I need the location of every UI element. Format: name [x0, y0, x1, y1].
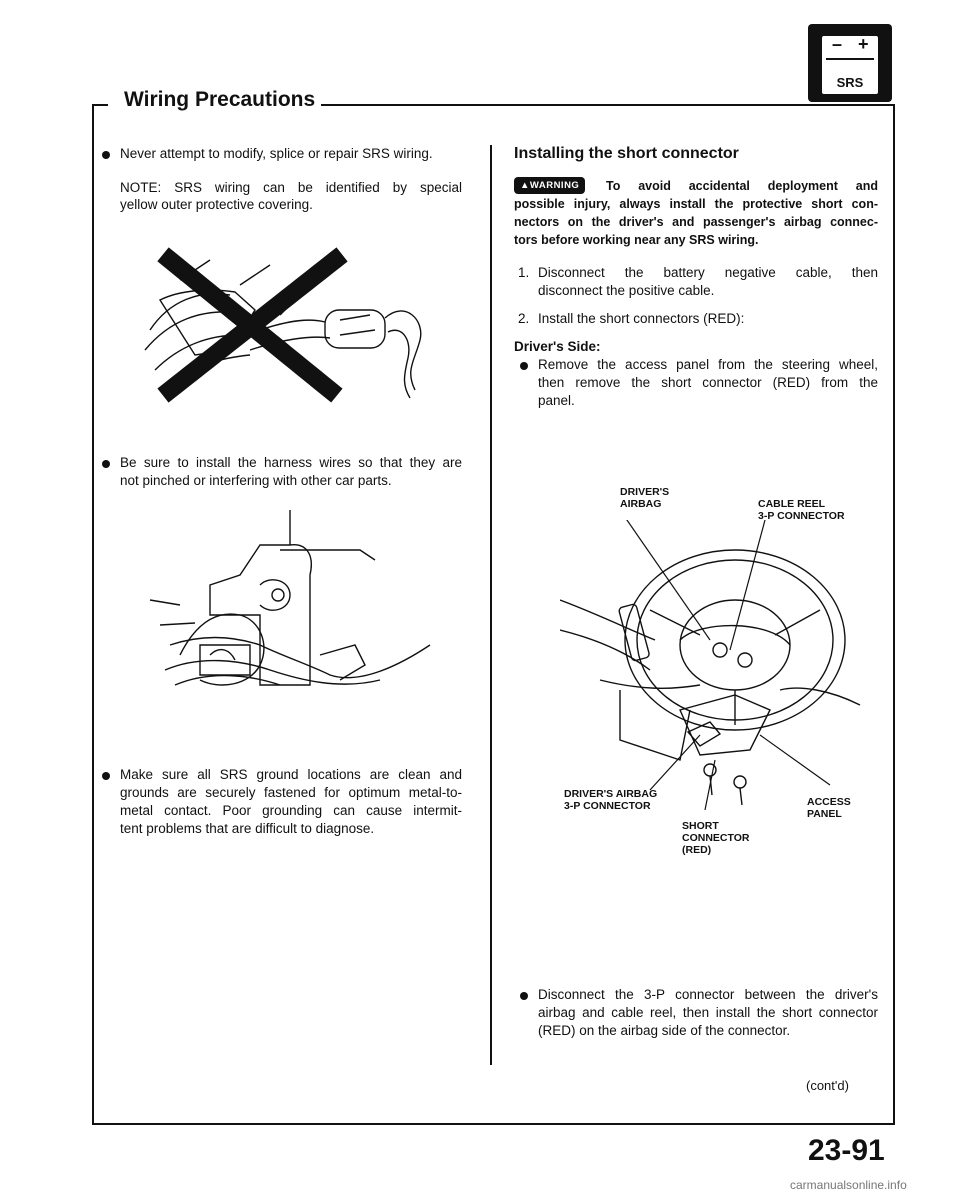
step-2-text: Install the short connectors (RED): — [538, 311, 745, 326]
note-line-2: yellow outer protective covering. — [120, 197, 313, 212]
label-cable-reel-1: CABLE REEL — [758, 498, 826, 510]
bullet-1 — [102, 151, 110, 159]
warning-line-3: nectors on the driver's and passenger's airbag connec- — [514, 215, 878, 229]
label-airbag-connector-2: 3-P CONNECTOR — [564, 800, 651, 812]
warning-line-2: possible injury, always install the protective short con- — [514, 197, 878, 211]
label-drivers-airbag-2: AIRBAG — [620, 498, 662, 510]
label-drivers-airbag-1: DRIVER'S — [620, 486, 670, 498]
bullet-text-1: Never attempt to modify, splice or repair SRS wiring. — [120, 146, 433, 161]
step-1-line-1: Disconnect the battery negative cable, then — [538, 265, 878, 280]
label-cable-reel-2: 3-P CONNECTOR — [758, 510, 845, 522]
label-access-panel-2: PANEL — [807, 808, 842, 820]
wiring-modify-prohibited-figure — [140, 240, 440, 415]
page-number: 23-91 — [808, 1134, 885, 1167]
bullet-text-3-line-1: Make sure all SRS ground locations are clean and — [120, 767, 462, 782]
step-2-number: 2. — [518, 311, 530, 326]
note-line-1: NOTE: SRS wiring can be identified by special — [120, 180, 462, 195]
bullet-text-5-line-2: airbag and cable reel, then install the short connector — [538, 1005, 878, 1020]
label-airbag-connector-1: DRIVER'S AIRBAG — [564, 788, 658, 800]
warning-line-1: To avoid accidental deployment and — [606, 179, 878, 193]
frame-bottom-line — [92, 1123, 895, 1125]
bullet-text-3-line-2: grounds are securely fastened for optimum metal-to- — [120, 785, 462, 800]
label-short-connector-2: CONNECTOR — [682, 832, 750, 844]
steering-wheel-figure — [560, 520, 880, 810]
warning-badge: ▲WARNING — [514, 177, 585, 194]
drivers-side-line-2: then remove the short connector (RED) from the — [538, 375, 878, 390]
minus-sign: – — [832, 34, 843, 54]
frame-left-line — [92, 104, 94, 1124]
bullet-2 — [102, 460, 110, 468]
warning-line-4: tors before working near any SRS wiring. — [514, 233, 759, 247]
plus-sign: + — [858, 34, 869, 54]
step-1-line-2: disconnect the positive cable. — [538, 283, 715, 298]
label-short-connector-1: SHORT — [682, 820, 719, 832]
harness-routing-figure — [140, 505, 440, 720]
watermark: carmanualsonline.info — [790, 1178, 907, 1192]
label-short-connector-3: (RED) — [682, 844, 712, 856]
bullet-3 — [102, 772, 110, 780]
continued-label: (cont'd) — [806, 1078, 849, 1093]
bullet-text-5-line-1: Disconnect the 3-P connector between the driver's — [538, 987, 878, 1002]
bullet-text-3-line-3: metal contact. Poor grounding can cause intermit- — [120, 803, 462, 818]
bullet-5 — [520, 992, 528, 1000]
srs-badge: SRS — [836, 75, 864, 90]
label-access-panel-1: ACCESS — [807, 796, 851, 808]
bullet-text-5-line-3: (RED) on the airbag side of the connector. — [538, 1023, 791, 1038]
drivers-side-line-1: Remove the access panel from the steering wheel, — [538, 357, 878, 372]
bullet-text-3-line-4: tent problems that are difficult to diagnose. — [120, 821, 375, 836]
frame-top-left-tick — [92, 104, 108, 106]
column-divider — [490, 145, 492, 1065]
step-1-number: 1. — [518, 265, 530, 280]
frame-right-line — [893, 104, 895, 1124]
bullet-text-2-line-1: Be sure to install the harness wires so that they are — [120, 455, 462, 470]
drivers-side-line-3: panel. — [538, 393, 575, 408]
page-title: Wiring Precautions — [118, 88, 321, 112]
section-heading: Installing the short connector — [514, 145, 739, 162]
bullet-text-2-line-2: not pinched or interfering with other car parts. — [120, 473, 392, 488]
drivers-side-heading: Driver's Side: — [514, 339, 601, 354]
battery-bar — [826, 58, 874, 60]
bullet-4 — [520, 362, 528, 370]
